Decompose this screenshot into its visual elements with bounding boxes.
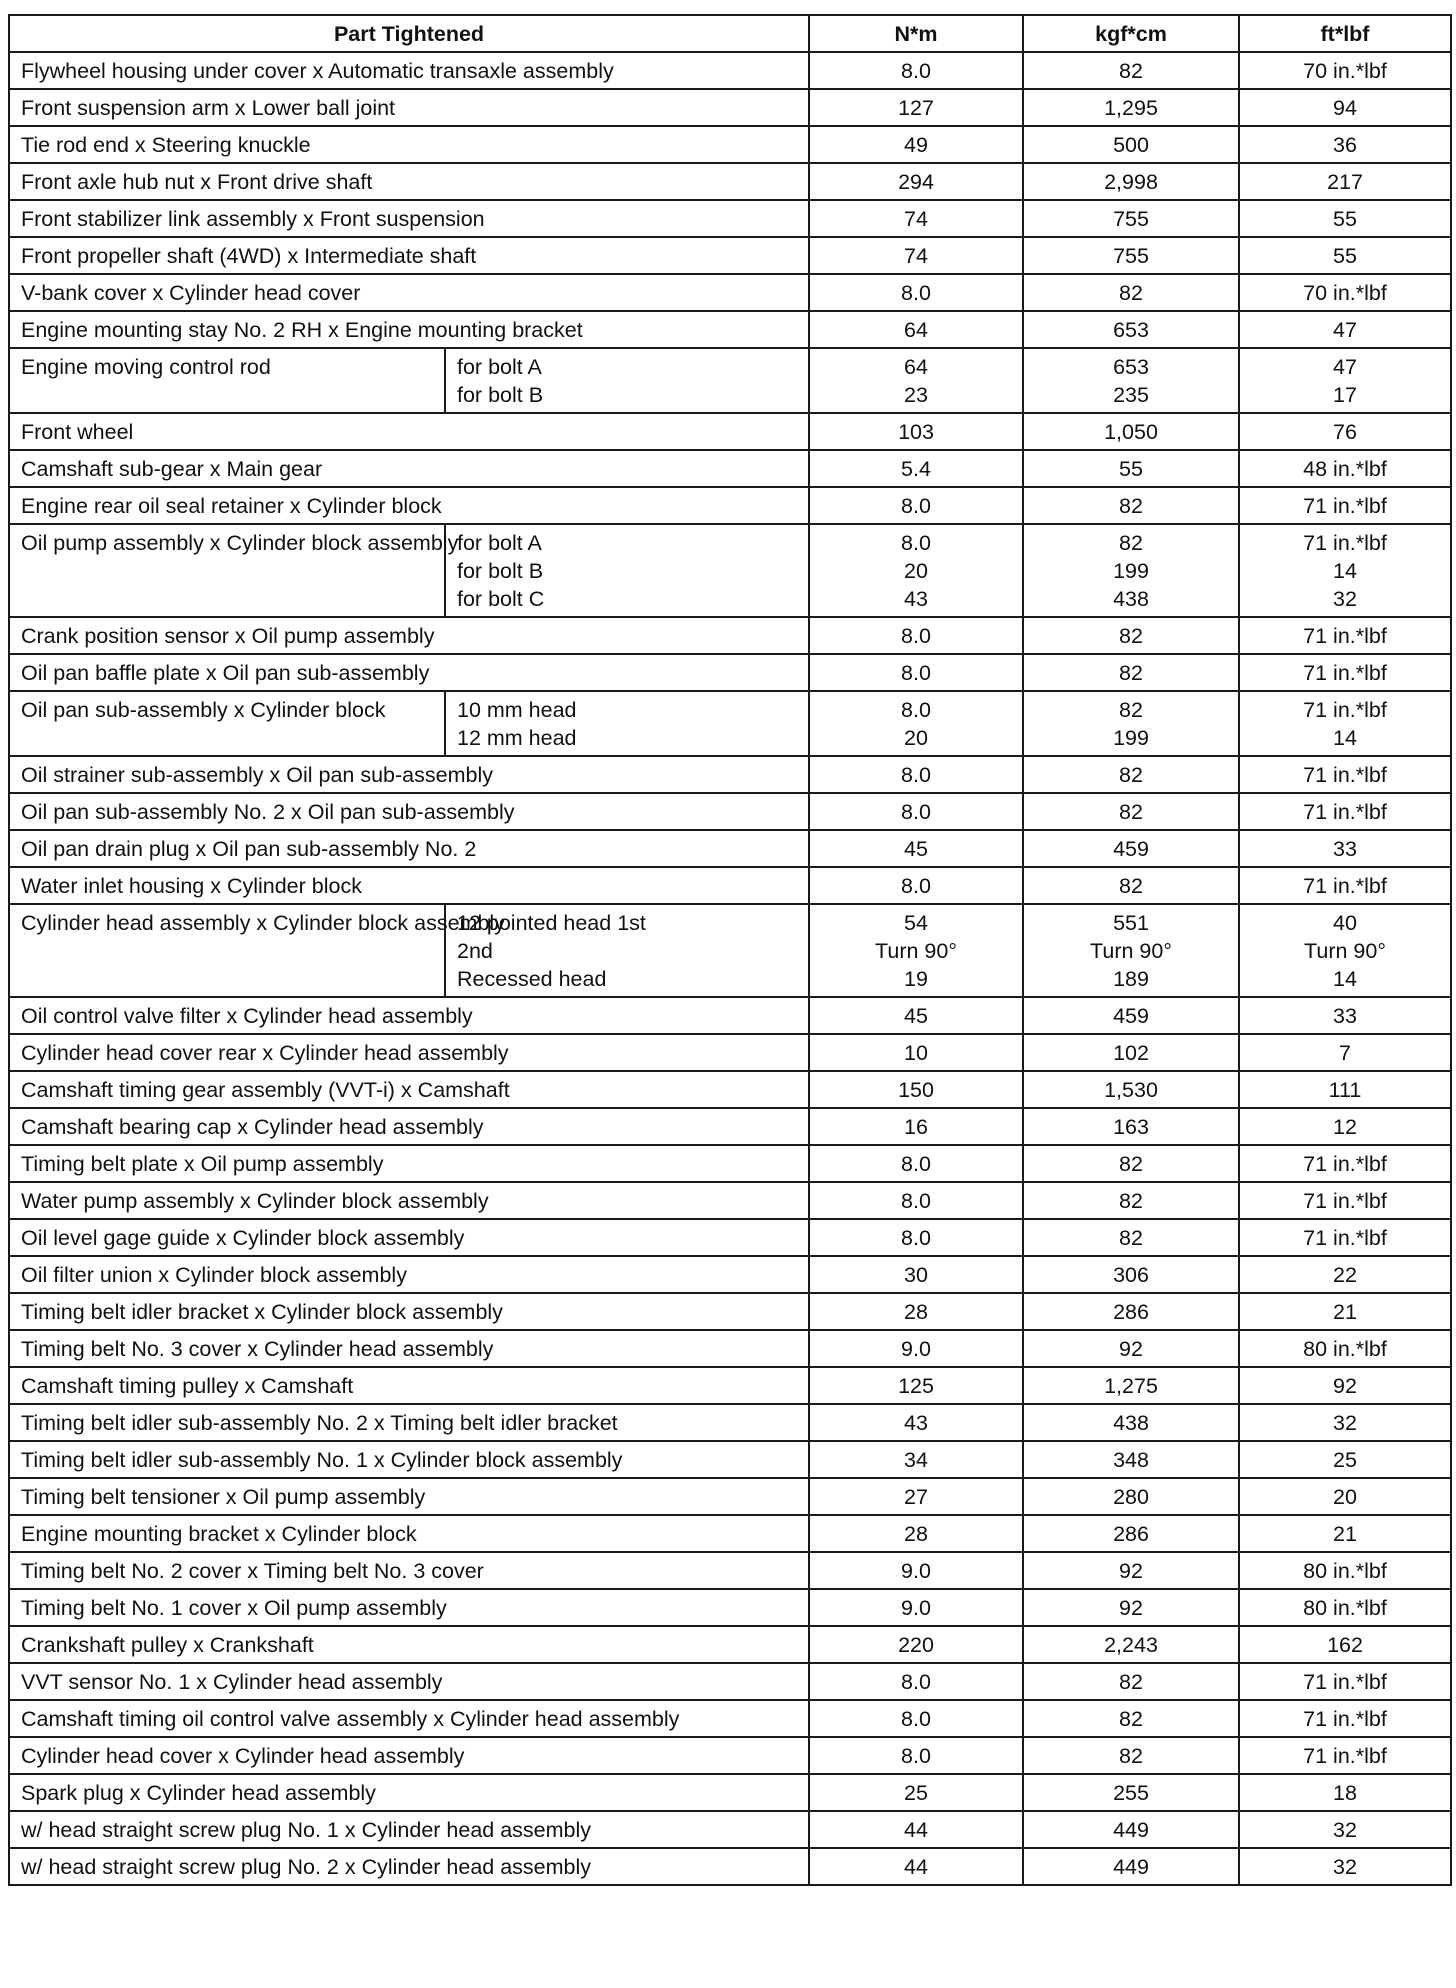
condition-label: 10 mm head: [457, 698, 577, 722]
nm-value: 8.0: [809, 274, 1023, 311]
ft-lbf-value: 47: [1239, 311, 1451, 348]
nm-value: 27: [809, 1478, 1023, 1515]
part-name-cell: Oil strainer sub-assembly x Oil pan sub-assembly: [9, 756, 809, 793]
kgf-cm-value: 82: [1119, 531, 1143, 555]
nm-value: 43: [904, 587, 928, 611]
condition-label: for bolt B: [457, 559, 544, 583]
kgf-cm-value: 235: [1113, 383, 1149, 407]
header-part-tightened: Part Tightened: [9, 15, 809, 52]
ft-lbf-value-cell: [1239, 691, 1451, 756]
part-name-cell: V-bank cover x Cylinder head cover: [9, 274, 809, 311]
kgf-cm-value: 82: [1023, 1700, 1239, 1737]
kgf-cm-value-cell: [1023, 904, 1239, 997]
nm-value: 8.0: [809, 867, 1023, 904]
table-row: [9, 1256, 1451, 1293]
nm-value: 10: [809, 1034, 1023, 1071]
ft-lbf-value: 70 in.*lbf: [1239, 52, 1451, 89]
kgf-cm-value: 653: [1023, 311, 1239, 348]
part-name-cell: Camshaft timing gear assembly (VVT-i) x Camshaft: [9, 1071, 809, 1108]
ft-lbf-value: 14: [1333, 726, 1357, 750]
ft-lbf-value: 33: [1239, 997, 1451, 1034]
part-name-cell: Timing belt idler sub-assembly No. 2 x Timing belt idler bracket: [9, 1404, 809, 1441]
table-row: [9, 1478, 1451, 1515]
kgf-cm-value: Turn 90°: [1090, 939, 1172, 963]
part-name-cell: Oil pan sub-assembly x Cylinder block: [9, 691, 445, 756]
nm-value: 54: [904, 911, 928, 935]
ft-lbf-value: 71 in.*lbf: [1303, 531, 1387, 555]
part-name-cell: Timing belt idler sub-assembly No. 1 x Cylinder block assembly: [9, 1441, 809, 1478]
nm-value: 220: [809, 1626, 1023, 1663]
ft-lbf-value-cell: [1239, 524, 1451, 617]
part-name-cell: Cylinder head cover x Cylinder head assembly: [9, 1737, 809, 1774]
nm-value-cell: [809, 691, 1023, 756]
condition-label: 12 mm head: [457, 726, 577, 750]
table-row: [9, 348, 1451, 413]
ft-lbf-value: 14: [1333, 967, 1357, 991]
kgf-cm-value: 1,295: [1023, 89, 1239, 126]
kgf-cm-value: 551: [1113, 911, 1149, 935]
ft-lbf-value: Turn 90°: [1304, 939, 1386, 963]
table-row: [9, 1219, 1451, 1256]
part-name-cell: w/ head straight screw plug No. 1 x Cylinder head assembly: [9, 1811, 809, 1848]
table-row: [9, 413, 1451, 450]
table-row: [9, 617, 1451, 654]
ft-lbf-value: 217: [1239, 163, 1451, 200]
nm-value: 8.0: [901, 531, 931, 555]
part-name-cell: Oil level gage guide x Cylinder block assembly: [9, 1219, 809, 1256]
kgf-cm-value: 82: [1023, 52, 1239, 89]
table-row: [9, 1700, 1451, 1737]
part-name-cell: Oil control valve filter x Cylinder head assembly: [9, 997, 809, 1034]
ft-lbf-value: 71 in.*lbf: [1239, 1663, 1451, 1700]
kgf-cm-value: 500: [1023, 126, 1239, 163]
part-name-cell: Engine rear oil seal retainer x Cylinder block: [9, 487, 809, 524]
ft-lbf-value: 71 in.*lbf: [1239, 1700, 1451, 1737]
table-row: [9, 1367, 1451, 1404]
nm-value: 294: [809, 163, 1023, 200]
kgf-cm-value: 653: [1113, 355, 1149, 379]
table-row: [9, 1071, 1451, 1108]
nm-value: 9.0: [809, 1589, 1023, 1626]
ft-lbf-value-cell: [1239, 904, 1451, 997]
table-row: [9, 89, 1451, 126]
table-row: [9, 1182, 1451, 1219]
part-name-cell: VVT sensor No. 1 x Cylinder head assembly: [9, 1663, 809, 1700]
table-row: [9, 1108, 1451, 1145]
kgf-cm-value-cell: [1023, 348, 1239, 413]
ft-lbf-value-cell: [1239, 348, 1451, 413]
ft-lbf-value: 71 in.*lbf: [1239, 793, 1451, 830]
condition-cell: [445, 691, 809, 756]
ft-lbf-value: 71 in.*lbf: [1303, 698, 1387, 722]
nm-value: 8.0: [809, 1737, 1023, 1774]
table-header-row: [9, 15, 1451, 52]
ft-lbf-value: 25: [1239, 1441, 1451, 1478]
ft-lbf-value: 162: [1239, 1626, 1451, 1663]
header-kgf-cm: kgf*cm: [1023, 15, 1239, 52]
condition-label: Recessed head: [457, 967, 607, 991]
part-name-cell: Engine mounting bracket x Cylinder block: [9, 1515, 809, 1552]
ft-lbf-value: 7: [1239, 1034, 1451, 1071]
part-name-cell: Crankshaft pulley x Crankshaft: [9, 1626, 809, 1663]
nm-value: 64: [904, 355, 928, 379]
kgf-cm-value: 286: [1023, 1293, 1239, 1330]
nm-value: 64: [809, 311, 1023, 348]
part-name-cell: Oil pan sub-assembly No. 2 x Oil pan sub-assembly: [9, 793, 809, 830]
part-name-cell: Front axle hub nut x Front drive shaft: [9, 163, 809, 200]
nm-value: 9.0: [809, 1552, 1023, 1589]
part-name-cell: Camshaft sub-gear x Main gear: [9, 450, 809, 487]
kgf-cm-value: 755: [1023, 200, 1239, 237]
nm-value: 9.0: [809, 1330, 1023, 1367]
kgf-cm-value: 449: [1023, 1848, 1239, 1885]
ft-lbf-value: 55: [1239, 237, 1451, 274]
nm-value: 8.0: [809, 793, 1023, 830]
part-name-cell: Front propeller shaft (4WD) x Intermediate shaft: [9, 237, 809, 274]
part-name-cell: Camshaft bearing cap x Cylinder head assembly: [9, 1108, 809, 1145]
ft-lbf-value: 71 in.*lbf: [1239, 617, 1451, 654]
kgf-cm-value: 102: [1023, 1034, 1239, 1071]
ft-lbf-value: 71 in.*lbf: [1239, 756, 1451, 793]
nm-value: 23: [904, 383, 928, 407]
ft-lbf-value: 22: [1239, 1256, 1451, 1293]
part-name-cell: Timing belt plate x Oil pump assembly: [9, 1145, 809, 1182]
nm-value: 49: [809, 126, 1023, 163]
nm-value: 8.0: [809, 617, 1023, 654]
part-name-cell: Camshaft timing oil control valve assembly x Cylinder head assembly: [9, 1700, 809, 1737]
condition-cell: [445, 524, 809, 617]
kgf-cm-value: 82: [1119, 698, 1143, 722]
table-row: [9, 1145, 1451, 1182]
ft-lbf-value: 32: [1333, 587, 1357, 611]
nm-value: 28: [809, 1293, 1023, 1330]
table-row: [9, 1848, 1451, 1885]
nm-value: 125: [809, 1367, 1023, 1404]
table-row: [9, 1737, 1451, 1774]
ft-lbf-value: 71 in.*lbf: [1239, 1182, 1451, 1219]
table-row: [9, 1626, 1451, 1663]
ft-lbf-value: 71 in.*lbf: [1239, 867, 1451, 904]
kgf-cm-value: 82: [1023, 487, 1239, 524]
torque-specification-table: [8, 14, 1452, 1886]
nm-value: 30: [809, 1256, 1023, 1293]
kgf-cm-value: 459: [1023, 830, 1239, 867]
part-name-cell: Oil pan baffle plate x Oil pan sub-assembly: [9, 654, 809, 691]
nm-value: 103: [809, 413, 1023, 450]
nm-value: 5.4: [809, 450, 1023, 487]
table-body: [9, 52, 1451, 1885]
nm-value: 43: [809, 1404, 1023, 1441]
table-row: [9, 691, 1451, 756]
nm-value: Turn 90°: [875, 939, 957, 963]
ft-lbf-value: 21: [1239, 1293, 1451, 1330]
kgf-cm-value: 82: [1023, 617, 1239, 654]
table-row: [9, 793, 1451, 830]
kgf-cm-value: 92: [1023, 1589, 1239, 1626]
ft-lbf-value: 55: [1239, 200, 1451, 237]
nm-value: 8.0: [809, 1700, 1023, 1737]
table-row: [9, 163, 1451, 200]
nm-value: 150: [809, 1071, 1023, 1108]
table-row: [9, 1663, 1451, 1700]
table-row: [9, 830, 1451, 867]
ft-lbf-value: 80 in.*lbf: [1239, 1330, 1451, 1367]
ft-lbf-value: 71 in.*lbf: [1239, 487, 1451, 524]
nm-value: 8.0: [901, 698, 931, 722]
nm-value: 8.0: [809, 756, 1023, 793]
kgf-cm-value: 82: [1023, 756, 1239, 793]
ft-lbf-value: 76: [1239, 413, 1451, 450]
part-name-cell: Timing belt idler bracket x Cylinder block assembly: [9, 1293, 809, 1330]
ft-lbf-value: 20: [1239, 1478, 1451, 1515]
condition-label: for bolt A: [457, 531, 542, 555]
part-name-cell: Timing belt tensioner x Oil pump assembly: [9, 1478, 809, 1515]
ft-lbf-value: 71 in.*lbf: [1239, 1737, 1451, 1774]
kgf-cm-value: 82: [1023, 1737, 1239, 1774]
kgf-cm-value: 348: [1023, 1441, 1239, 1478]
table-row: [9, 450, 1451, 487]
kgf-cm-value: 280: [1023, 1478, 1239, 1515]
kgf-cm-value: 449: [1023, 1811, 1239, 1848]
condition-label: for bolt C: [457, 587, 545, 611]
condition-cell: [445, 904, 809, 997]
part-name-cell: Oil pan drain plug x Oil pan sub-assembly No. 2: [9, 830, 809, 867]
ft-lbf-value: 71 in.*lbf: [1239, 1219, 1451, 1256]
condition-cell: [445, 348, 809, 413]
table-row: [9, 200, 1451, 237]
part-name-cell: Timing belt No. 2 cover x Timing belt No. 3 cover: [9, 1552, 809, 1589]
nm-value-cell: [809, 524, 1023, 617]
part-name-cell: Timing belt No. 1 cover x Oil pump assembly: [9, 1589, 809, 1626]
nm-value: 20: [904, 559, 928, 583]
ft-lbf-value: 70 in.*lbf: [1239, 274, 1451, 311]
ft-lbf-value: 36: [1239, 126, 1451, 163]
table-row: [9, 1552, 1451, 1589]
kgf-cm-value-cell: [1023, 524, 1239, 617]
kgf-cm-value: 189: [1113, 967, 1149, 991]
nm-value: 74: [809, 237, 1023, 274]
ft-lbf-value: 71 in.*lbf: [1239, 654, 1451, 691]
kgf-cm-value: 199: [1113, 559, 1149, 583]
kgf-cm-value: 255: [1023, 1774, 1239, 1811]
kgf-cm-value: 82: [1023, 654, 1239, 691]
part-name-cell: Oil pump assembly x Cylinder block assembly: [9, 524, 445, 617]
condition-label: for bolt B: [457, 383, 544, 407]
header-nm: N*m: [809, 15, 1023, 52]
nm-value: 44: [809, 1811, 1023, 1848]
part-name-cell: Water inlet housing x Cylinder block: [9, 867, 809, 904]
kgf-cm-value: 82: [1023, 867, 1239, 904]
nm-value: 25: [809, 1774, 1023, 1811]
ft-lbf-value: 32: [1239, 1848, 1451, 1885]
condition-label: for bolt A: [457, 355, 542, 379]
kgf-cm-value: 755: [1023, 237, 1239, 274]
table-row: [9, 1441, 1451, 1478]
table-row: [9, 237, 1451, 274]
ft-lbf-value: 18: [1239, 1774, 1451, 1811]
part-name-cell: Cylinder head cover rear x Cylinder head assembly: [9, 1034, 809, 1071]
kgf-cm-value: 82: [1023, 1219, 1239, 1256]
nm-value: 8.0: [809, 1663, 1023, 1700]
kgf-cm-value: 306: [1023, 1256, 1239, 1293]
nm-value: 74: [809, 200, 1023, 237]
table-row: [9, 487, 1451, 524]
kgf-cm-value: 82: [1023, 1145, 1239, 1182]
table-row: [9, 274, 1451, 311]
ft-lbf-value: 48 in.*lbf: [1239, 450, 1451, 487]
kgf-cm-value: 92: [1023, 1552, 1239, 1589]
kgf-cm-value: 55: [1023, 450, 1239, 487]
nm-value: 20: [904, 726, 928, 750]
table-row: [9, 1589, 1451, 1626]
kgf-cm-value: 92: [1023, 1330, 1239, 1367]
nm-value-cell: [809, 904, 1023, 997]
part-name-cell: Oil filter union x Cylinder block assembly: [9, 1256, 809, 1293]
kgf-cm-value: 82: [1023, 793, 1239, 830]
nm-value: 8.0: [809, 1182, 1023, 1219]
table-row: [9, 1515, 1451, 1552]
kgf-cm-value: 163: [1023, 1108, 1239, 1145]
ft-lbf-value: 111: [1239, 1071, 1451, 1108]
kgf-cm-value: 199: [1113, 726, 1149, 750]
ft-lbf-value: 32: [1239, 1811, 1451, 1848]
nm-value: 44: [809, 1848, 1023, 1885]
kgf-cm-value: 438: [1023, 1404, 1239, 1441]
ft-lbf-value: 12: [1239, 1108, 1451, 1145]
part-name-cell: Tie rod end x Steering knuckle: [9, 126, 809, 163]
part-name-cell: Cylinder head assembly x Cylinder block assembly: [9, 904, 445, 997]
table-row: [9, 1330, 1451, 1367]
kgf-cm-value: 286: [1023, 1515, 1239, 1552]
table-row: [9, 1034, 1451, 1071]
ft-lbf-value: 17: [1333, 383, 1357, 407]
ft-lbf-value: 32: [1239, 1404, 1451, 1441]
part-name-cell: Engine moving control rod: [9, 348, 445, 413]
nm-value: 45: [809, 997, 1023, 1034]
ft-lbf-value: 47: [1333, 355, 1357, 379]
part-name-cell: Camshaft timing pulley x Camshaft: [9, 1367, 809, 1404]
nm-value: 8.0: [809, 52, 1023, 89]
kgf-cm-value: 2,998: [1023, 163, 1239, 200]
nm-value: 16: [809, 1108, 1023, 1145]
ft-lbf-value: 33: [1239, 830, 1451, 867]
kgf-cm-value: 1,050: [1023, 413, 1239, 450]
ft-lbf-value: 71 in.*lbf: [1239, 1145, 1451, 1182]
kgf-cm-value-cell: [1023, 691, 1239, 756]
table-row: [9, 1293, 1451, 1330]
header-ft-lbf: ft*lbf: [1239, 15, 1451, 52]
part-name-cell: Front stabilizer link assembly x Front suspension: [9, 200, 809, 237]
table-row: [9, 1774, 1451, 1811]
part-name-cell: Spark plug x Cylinder head assembly: [9, 1774, 809, 1811]
table-row: [9, 756, 1451, 793]
nm-value: 127: [809, 89, 1023, 126]
kgf-cm-value: 82: [1023, 1663, 1239, 1700]
ft-lbf-value: 40: [1333, 911, 1357, 935]
ft-lbf-value: 94: [1239, 89, 1451, 126]
nm-value-cell: [809, 348, 1023, 413]
kgf-cm-value: 1,275: [1023, 1367, 1239, 1404]
part-name-cell: Front wheel: [9, 413, 809, 450]
table-row: [9, 311, 1451, 348]
kgf-cm-value: 82: [1023, 274, 1239, 311]
condition-label: 12 pointed head 1st: [457, 911, 646, 935]
nm-value: 8.0: [809, 1145, 1023, 1182]
table-row: [9, 904, 1451, 997]
kgf-cm-value: 459: [1023, 997, 1239, 1034]
nm-value: 45: [809, 830, 1023, 867]
table-row: [9, 126, 1451, 163]
nm-value: 8.0: [809, 487, 1023, 524]
part-name-cell: Front suspension arm x Lower ball joint: [9, 89, 809, 126]
part-name-cell: Engine mounting stay No. 2 RH x Engine mounting bracket: [9, 311, 809, 348]
ft-lbf-value: 14: [1333, 559, 1357, 583]
table-row: [9, 1811, 1451, 1848]
table-row: [9, 654, 1451, 691]
ft-lbf-value: 92: [1239, 1367, 1451, 1404]
nm-value: 8.0: [809, 654, 1023, 691]
table-row: [9, 52, 1451, 89]
nm-value: 28: [809, 1515, 1023, 1552]
table-row: [9, 1404, 1451, 1441]
kgf-cm-value: 82: [1023, 1182, 1239, 1219]
condition-label: 2nd: [457, 939, 493, 963]
nm-value: 34: [809, 1441, 1023, 1478]
kgf-cm-value: 2,243: [1023, 1626, 1239, 1663]
part-name-cell: Water pump assembly x Cylinder block assembly: [9, 1182, 809, 1219]
table-row: [9, 524, 1451, 617]
nm-value: 8.0: [809, 1219, 1023, 1256]
part-name-cell: Timing belt No. 3 cover x Cylinder head assembly: [9, 1330, 809, 1367]
part-name-cell: Flywheel housing under cover x Automatic transaxle assembly: [9, 52, 809, 89]
kgf-cm-value: 438: [1113, 587, 1149, 611]
ft-lbf-value: 80 in.*lbf: [1239, 1589, 1451, 1626]
kgf-cm-value: 1,530: [1023, 1071, 1239, 1108]
table-row: [9, 867, 1451, 904]
nm-value: 19: [904, 967, 928, 991]
part-name-cell: Crank position sensor x Oil pump assembly: [9, 617, 809, 654]
table-row: [9, 997, 1451, 1034]
ft-lbf-value: 21: [1239, 1515, 1451, 1552]
ft-lbf-value: 80 in.*lbf: [1239, 1552, 1451, 1589]
part-name-cell: w/ head straight screw plug No. 2 x Cylinder head assembly: [9, 1848, 809, 1885]
